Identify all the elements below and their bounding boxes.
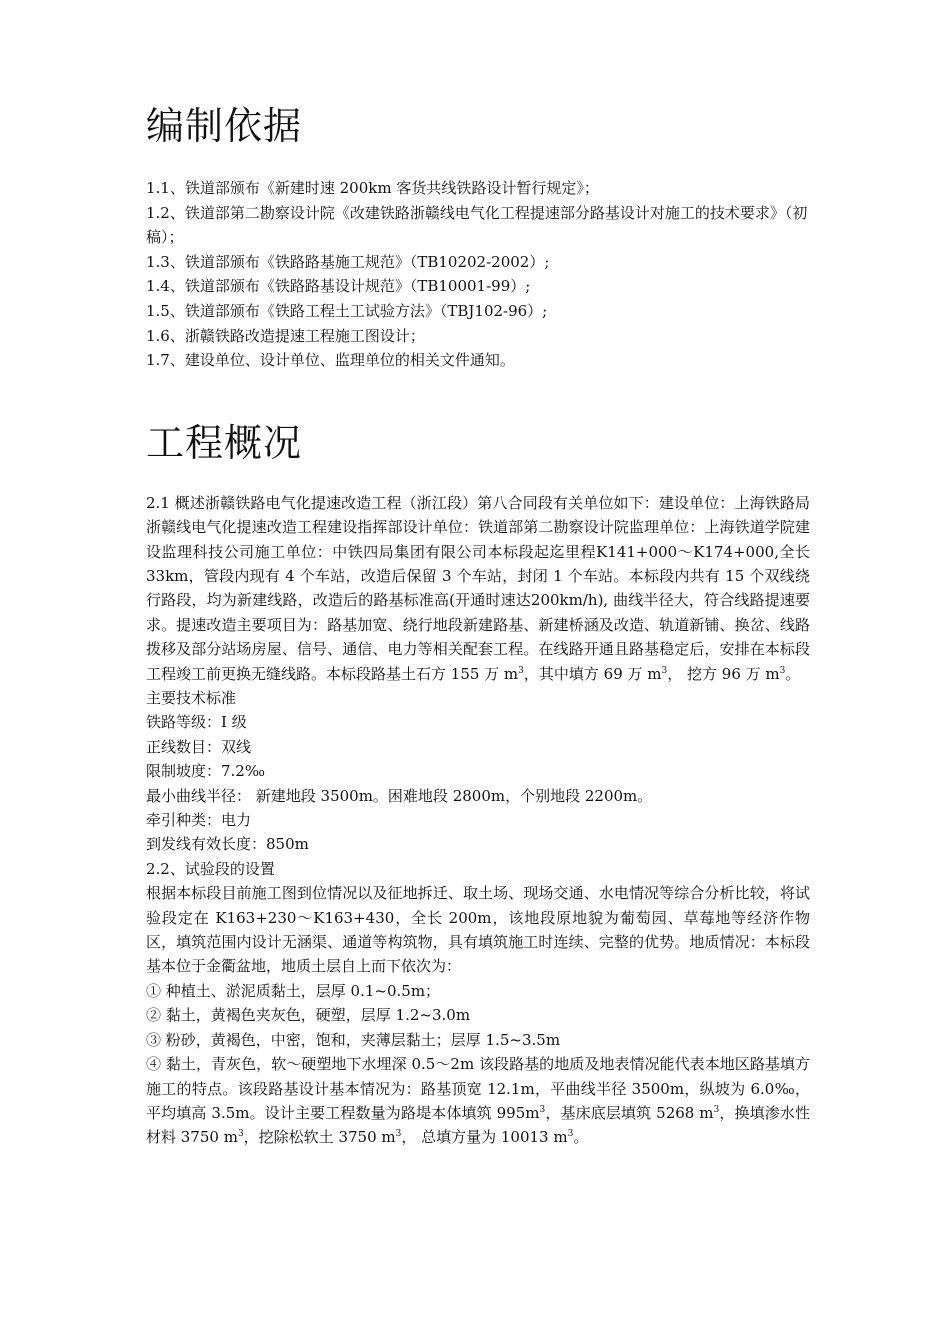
basis-item: 1.7、建设单位、设计单位、监理单位的相关文件通知。 xyxy=(146,351,515,370)
overview-text: 。 xyxy=(785,664,801,683)
basis-item: 1.6、浙赣铁路改造提速工程施工图设计； xyxy=(146,326,425,345)
overview-text: ，其中填方 69 万 m xyxy=(523,664,662,683)
superscript: 3 xyxy=(661,665,668,676)
superscript: 3 xyxy=(518,665,524,676)
layer-text: ④ 黏土，青灰色，软～硬塑地下水埋深 0.5～2m 该段路基的地质及地表情况能代表本地区路基填方施工的特点。该段路基设计基本情况为：路基顶宽 12.1m，平曲线半径 3500m，纵坡为 6.0‰， 平均填高 3.5m。设计主要工程数量为路堤本体填筑 995m xyxy=(146,1055,810,1122)
standard-item: 到发线有效长度：850m xyxy=(146,835,309,854)
standard-item: 限制坡度：7.2‰ xyxy=(146,762,265,781)
basis-item: 1.2、铁道部第二勘察设计院《改建铁路浙赣线电气化工程提速部分路基设计对施工的技术要求》（初稿）； xyxy=(146,203,808,247)
layer-text: ，换填渗水性材料 3750 m xyxy=(146,1103,810,1147)
trial-section-title: 2.2、试验段的设置 xyxy=(146,859,275,878)
layer-text: ，挖除松软土 3750 m xyxy=(243,1128,396,1147)
superscript: 3 xyxy=(539,1104,546,1115)
soil-layer-item xyxy=(146,1052,810,1150)
standard-item: 铁路等级：I 级 xyxy=(146,713,247,732)
standards-title: 主要技术标准 xyxy=(146,689,237,707)
standard-item: 牵引种类：电力 xyxy=(146,811,252,830)
basis-item: 1.4、铁道部颁布《铁路路基设计规范》（TB10001-99）; xyxy=(146,277,531,296)
superscript: 3 xyxy=(779,665,786,676)
basis-list xyxy=(146,176,810,373)
soil-layer-item: ① 种植土、淤泥质黏土，层厚 0.1~0.5m； xyxy=(146,981,441,1000)
layer-text: ， 总填方量为 10013 m xyxy=(401,1128,568,1147)
superscript: 3 xyxy=(713,1104,720,1115)
layer-text: 。 xyxy=(573,1128,589,1147)
basis-item: 1.1、铁道部颁布《新建时速 200km 客货共线铁路设计暂行规定》； xyxy=(146,179,599,197)
superscript: 3 xyxy=(395,1129,402,1140)
basis-item: 1.3、铁道部颁布《铁路路基施工规范》（TB10202-2002）; xyxy=(146,252,550,271)
superscript: 3 xyxy=(567,1129,574,1140)
section-heading-basis: 编制依据 xyxy=(146,104,303,148)
standard-item: 正线数目：双线 xyxy=(146,737,252,756)
superscript: 3 xyxy=(237,1129,244,1140)
basis-item: 1.5、铁道部颁布《铁路工程土工试验方法》（TBJ102-96）; xyxy=(146,301,548,320)
section-heading-overview: 工程概况 xyxy=(146,420,303,465)
soil-layer-item: ② 黏土，黄褐色夹灰色，硬塑，层厚 1.2~3.0m xyxy=(146,1006,471,1025)
layer-text: ，基床底层填筑 5268 m xyxy=(545,1103,714,1122)
overview-text: 2.1 概述浙赣铁路电气化提速改造工程（浙江段）第八合同段有关单位如下：建设单位：上海铁路局浙赣线电气化提速改造工程建设指挥部设计单位：铁道部第二勘察设计院监理单位：上海铁道学院建设监理科技公司施工单位：中铁四局集团有限公司本标段起迄里程K141+000～K174+000,全长 33km，管段内现有 4 个车站，改造后保留 3 个车站，封闭 1 个车站。本标段内共有 15 个双线绕行路段，均为新建线路，改造后的路基标准高(开通时速达200km/h), 曲线半径大，符合线路提速要求。提速改造主要项目为：路基加宽、绕行地段新建路基、新建桥涵及改造、轨道新铺、换岔、线路拨移及部分站场房屋、信号、通信、电力等相关配套工程。在线路开通且路基稳定后，安排在本标段工程竣工前更换无缝线路。本标段路基土石方 155 万 m xyxy=(146,493,810,683)
document-page xyxy=(146,98,810,1150)
overview-paragraph xyxy=(146,491,810,686)
overview-body xyxy=(146,491,810,1150)
overview-text: ， 挖方 96 万 m xyxy=(667,664,780,683)
standard-item: 最小曲线半径： 新建地段 3500m。困难地段 2800m，个别地段 2200m。 xyxy=(146,786,653,805)
soil-layer-item: ③ 粉砂，黄褐色，中密，饱和，夹薄层黏土；层厚 1.5~3.5m xyxy=(146,1030,561,1049)
trial-paragraph: 根据本标段目前施工图到位情况以及征地拆迁、取土场、现场交通、水电情况等综合分析比较，将试验段定在 K163+230～K163+430，全长 200m，该地段原地貌为葡萄园、草莓地等经济作物区，填筑范围内设计无涵渠、通道等构筑物，具有填筑施工时连续、完整的优势。地质情况：本标段基本位于金衢盆地，地质土层自上而下依次为： xyxy=(146,884,810,976)
